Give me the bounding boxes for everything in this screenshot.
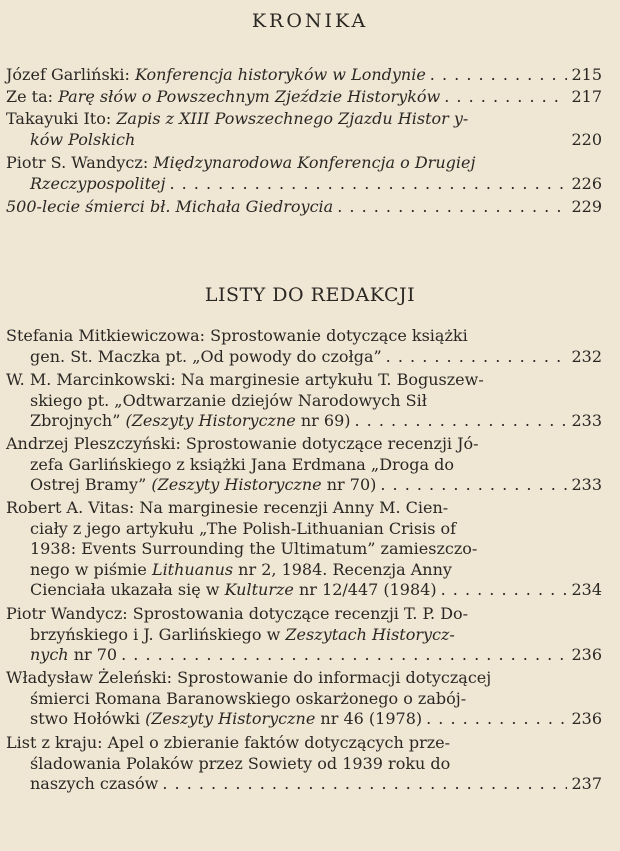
entry-text: Andrzej Pleszczyński: Sprostowanie dotyczące recenzji Jó- <box>6 434 479 453</box>
toc-entry <box>6 434 602 496</box>
entry-text: nr 2, 1984. Recenzja Anny <box>238 559 452 579</box>
entry-journal: (Zeszyty Historyczne <box>145 709 316 728</box>
entry-page-number: 226 <box>571 173 602 193</box>
leader-dots <box>337 197 567 218</box>
entry-page-number: 237 <box>571 774 602 793</box>
entry-page-number: 236 <box>571 645 602 664</box>
toc-entry <box>6 604 602 666</box>
entry-title: 500-lecie śmierci bł. Michała Giedroycia <box>6 197 334 216</box>
entry-text: Zbrojnych” <box>30 411 121 430</box>
entry-journal: Kulturze <box>224 580 294 599</box>
section-heading-kronika: KRONIKA <box>251 10 369 32</box>
entry-journal: (Zeszyty Historyczne <box>125 411 296 430</box>
entry-text: nr 12/447 (1984) <box>298 580 437 599</box>
toc-entry <box>6 153 602 194</box>
toc-entry <box>6 87 602 108</box>
toc-entry <box>6 109 602 150</box>
leader-dots <box>444 87 567 108</box>
toc-entry <box>6 370 602 432</box>
entry-journal: (Zeszyty Historyczne <box>151 475 322 494</box>
toc-entry <box>6 498 602 601</box>
entry-text: stwo Hołówki <box>30 709 140 728</box>
entry-title: Konferencja historyków w Londynie <box>134 65 426 84</box>
toc-entry <box>6 668 602 730</box>
entry-text: brzyńskiego i J. Garlińskiego w <box>30 624 281 644</box>
entry-text: zefa Garlińskiego z książki Jana Erdmana „Droga do <box>30 454 455 474</box>
entry-page-number: 234 <box>571 580 602 599</box>
leader-dots <box>430 65 568 86</box>
entry-text: śladowania Polaków przez Sowiety od 1939 roku do <box>30 753 451 773</box>
entry-journal: Zeszytach Historycz- <box>285 624 455 644</box>
entry-text: W. M. Marcinkowski: Na marginesie artykułu T. Boguszew- <box>6 370 484 389</box>
toc-entry <box>6 197 602 218</box>
entry-text: naszych czasów <box>30 774 159 793</box>
entry-title-continued: Rzeczypospolitej <box>30 173 166 193</box>
toc-entry <box>6 733 602 795</box>
entry-journal: Lithuanus <box>151 559 234 579</box>
entry-author: Józef Garliński: <box>6 65 130 84</box>
entry-author: Piotr S. Wandycz: <box>6 153 149 172</box>
leader-dots <box>426 709 567 730</box>
toc-entry <box>6 326 602 367</box>
entry-text: Cienciała ukazała się w <box>30 580 220 599</box>
entry-text: Ostrej Bramy” <box>30 475 147 494</box>
entry-text: Stefania Mitkiewiczowa: Sprostowanie dotyczące książki <box>6 326 468 345</box>
leader-dots <box>354 411 567 432</box>
entry-text: skiego pt. „Odtwarzanie dziejów Narodowych Sił <box>30 390 427 410</box>
leader-dots <box>441 580 568 601</box>
entry-title: Parę słów o Powszechnym Zjeździe Historyków <box>58 87 441 106</box>
entry-page-number: 233 <box>571 411 602 430</box>
entry-page-number: 215 <box>571 65 602 84</box>
entry-page-number: 233 <box>571 475 602 494</box>
entry-text: nr 69) <box>300 411 351 430</box>
entry-text: nr 70) <box>326 475 377 494</box>
leader-dots <box>162 774 567 795</box>
leader-dots <box>121 645 567 666</box>
entry-text: ciały z jego artykułu „The Polish-Lithuanian Crisis of <box>30 518 457 538</box>
entry-text: List z kraju: Apel o zbieranie faktów dotyczących prze- <box>6 733 451 752</box>
entry-title-continued: ków Polskich <box>30 129 136 149</box>
leader-dots <box>169 174 567 195</box>
leader-dots <box>386 347 568 368</box>
entry-text: Piotr Wandycz: Sprostowania dotyczące recenzji T. P. Do- <box>6 604 469 623</box>
entry-text: nr 70 <box>73 645 118 664</box>
entry-page-number: 236 <box>571 709 602 728</box>
entry-page-number: 217 <box>571 87 602 106</box>
entry-text: śmierci Romana Baranowskiego oskarżonego o zabój- <box>30 688 467 708</box>
toc-entry <box>6 65 602 86</box>
entry-text: Władysław Żeleński: Sprostowanie do informacji dotyczącej <box>6 668 492 687</box>
entry-text: Robert A. Vitas: Na marginesie recenzji Anny M. Cien- <box>6 498 449 517</box>
entry-text: nr 46 (1978) <box>320 709 423 728</box>
entry-title: Międzynarodowa Konferencja o Drugiej <box>153 153 476 172</box>
entry-text: gen. St. Maczka pt. „Od powody do czołga” <box>30 346 382 366</box>
entry-author: Takayuki Ito: <box>6 109 112 128</box>
entry-author: Ze ta: <box>6 87 54 106</box>
leader-dots <box>380 475 567 496</box>
entry-text: 1938: Events Surrounding the Ultimatum” zamieszczo- <box>30 539 478 558</box>
section-heading-listy: LISTY DO REDAKCJI <box>204 284 416 306</box>
entry-page-number: 232 <box>571 346 602 366</box>
entry-journal: nych <box>30 645 69 664</box>
entry-page-number: 229 <box>571 197 602 216</box>
entry-text: nego w piśmie <box>30 559 147 579</box>
entry-page-number: 220 <box>571 129 602 149</box>
entry-title: Zapis z XIII Powszechnego Zjazdu Histor y- <box>116 109 469 128</box>
